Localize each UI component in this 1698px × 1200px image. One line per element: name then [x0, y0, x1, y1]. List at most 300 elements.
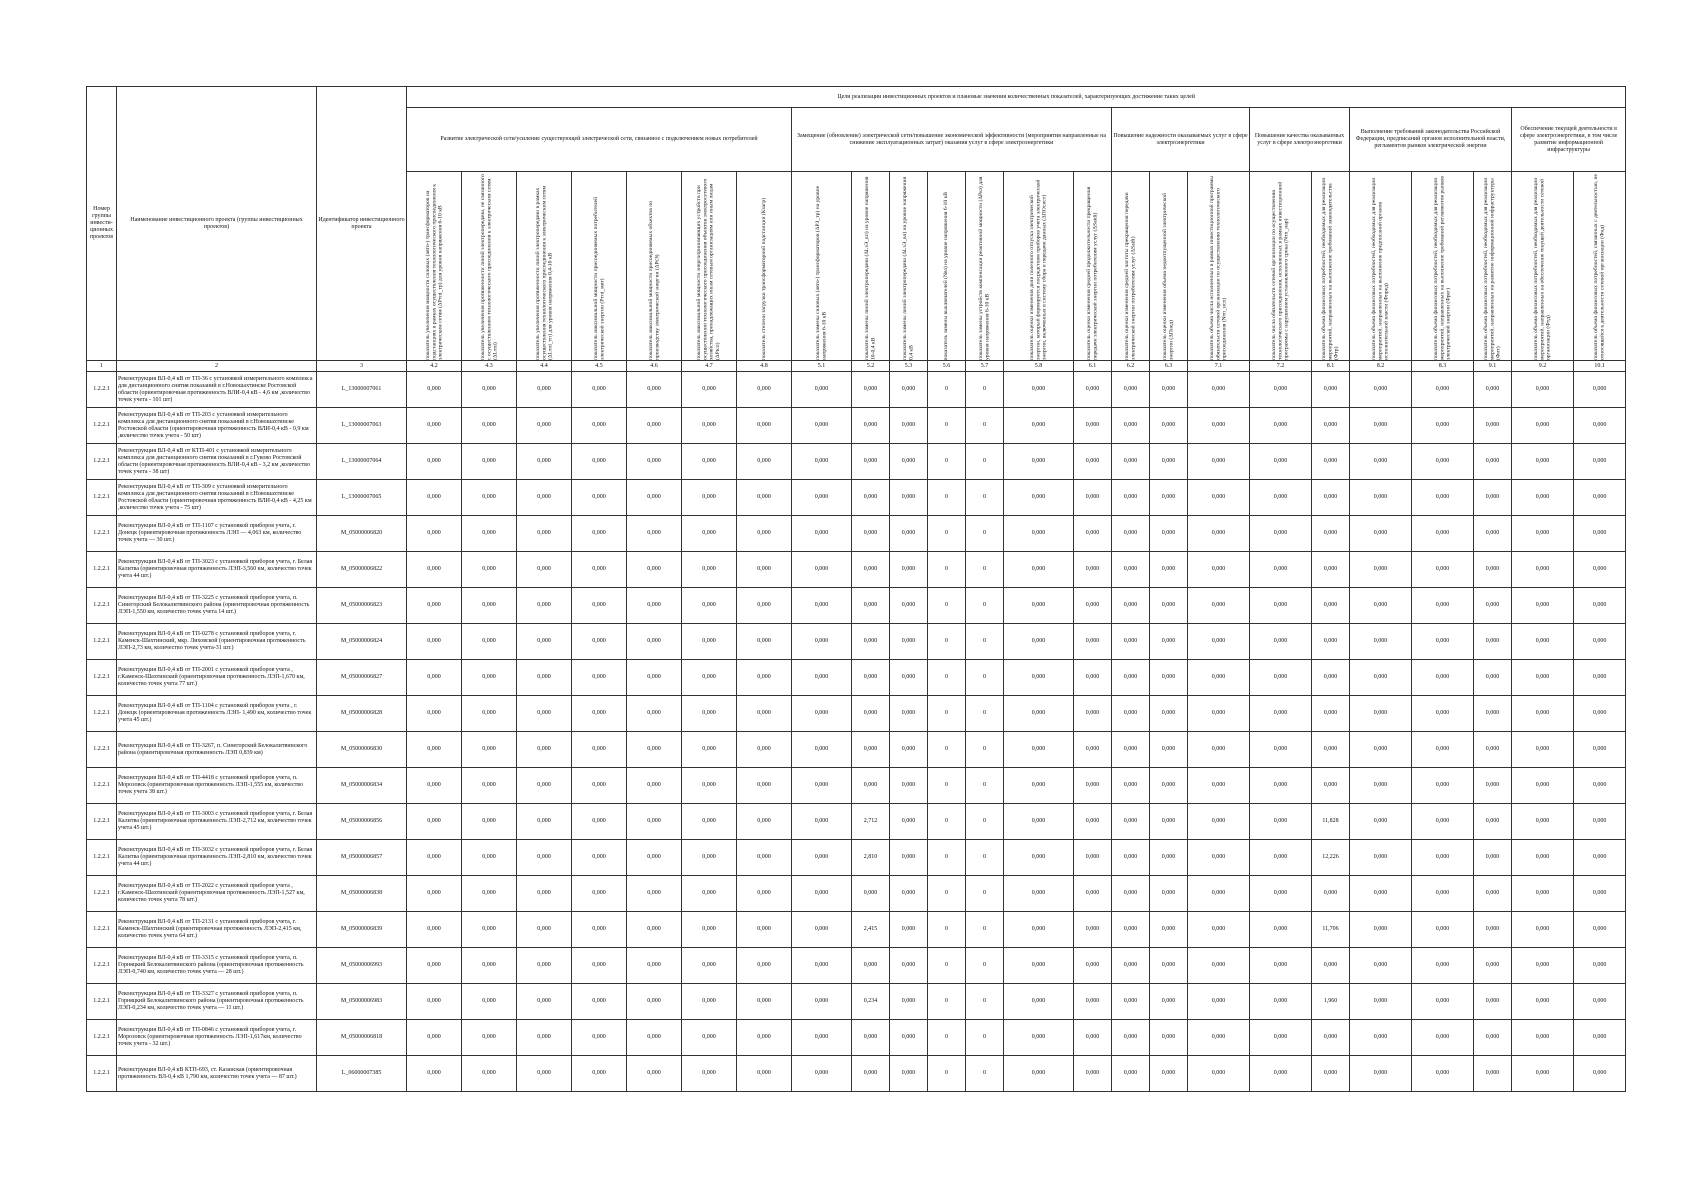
row-value-cell: 0,000 — [1350, 1020, 1412, 1056]
row-value-cell: 0,000 — [627, 1020, 682, 1056]
indicator-header-text: показатель объема финансовых потребностей, необходимых для реализации мероприятий, направленных на выполнение предписаний органов исполнительной власти (Фпред) — [1371, 177, 1390, 360]
row-value-cell: 0,000 — [1188, 948, 1250, 984]
row-value-cell: 0,000 — [1350, 516, 1412, 552]
row-value-cell: 0,000 — [1150, 912, 1188, 948]
indicator-header-text: показатель увеличения протяженности линий электропередачи, не связанного с осуществлением технологического присоединения к электрическим сетям (ΔLтпi) — [479, 174, 499, 360]
row-value-cell: 0,000 — [1250, 552, 1312, 588]
row-value-cell: 0 — [966, 516, 1004, 552]
row-value-cell: 0,000 — [572, 840, 627, 876]
row-value-cell: 0,000 — [517, 768, 572, 804]
row-value-cell: 0 — [928, 804, 966, 840]
row-project-id: M_05000006828 — [317, 696, 407, 732]
column-index: 2 — [117, 361, 317, 372]
row-value-cell: 0 — [928, 408, 966, 444]
row-value-cell: 0,000 — [1474, 660, 1512, 696]
row-value-cell: 0,000 — [1512, 876, 1574, 912]
row-value-cell: 0,000 — [792, 912, 852, 948]
row-value-cell: 0,000 — [1250, 516, 1312, 552]
indicator-header-text: показатель замены линий электропередачи (ΔLзЭ_кп) на уровне напряжения 10-0,4 кВ — [864, 176, 877, 360]
row-value-cell: 0,000 — [792, 1056, 852, 1092]
row-project-name: Реконструкция ВЛ-0,4 кВ от ТП-0278 с установкой приборов учета, г. Каменск-Шахтинский, мкр. Лиховской (ориентировочная протяженность ЛЭП-2,73 км, количество точек учета-31 шт.) — [117, 624, 317, 660]
row-group-number: 1.2.2.1 — [87, 840, 117, 876]
row-value-cell: 0,000 — [1112, 660, 1150, 696]
row-value-cell: 0 — [966, 768, 1004, 804]
row-value-cell: 0,000 — [1412, 840, 1474, 876]
indicator-header — [1150, 172, 1188, 361]
row-value-cell: 0,000 — [517, 984, 572, 1020]
row-value-cell: 0,000 — [1312, 588, 1350, 624]
row-value-cell: 0,000 — [792, 444, 852, 480]
row-value-cell: 0,000 — [1574, 408, 1626, 444]
row-value-cell: 0 — [966, 660, 1004, 696]
row-value-cell: 0,000 — [890, 660, 928, 696]
indicator-header — [1312, 172, 1350, 361]
table-body — [87, 372, 1626, 1092]
row-value-cell: 0,000 — [1312, 876, 1350, 912]
row-value-cell: 0 — [966, 480, 1004, 516]
row-value-cell: 0,000 — [792, 984, 852, 1020]
row-value-cell: 0,000 — [1312, 660, 1350, 696]
header-row-indices — [87, 361, 1626, 372]
row-value-cell: 0,000 — [1474, 1056, 1512, 1092]
row-value-cell: 0,000 — [1188, 660, 1250, 696]
row-value-cell: 0,000 — [1250, 480, 1312, 516]
row-value-cell: 0 — [966, 1020, 1004, 1056]
row-value-cell: 0,000 — [1188, 696, 1250, 732]
indicator-header — [852, 172, 890, 361]
row-value-cell: 0,000 — [462, 840, 517, 876]
row-value-cell: 0,000 — [462, 372, 517, 408]
row-value-cell: 0,000 — [1512, 732, 1574, 768]
row-value-cell: 0,000 — [407, 768, 462, 804]
row-value-cell: 0,000 — [462, 588, 517, 624]
table-row — [87, 984, 1626, 1020]
indicator-header-text: показатель максимальной мощности присоединяемых потребителей электрической энергии (Pтпi_мвт) — [592, 196, 605, 360]
indicator-header-text: показатель замены устройств компенсации реактивной мощности (ΔPкз) для уровня напряжения 6-10 кВ — [978, 176, 991, 360]
row-value-cell: 0,000 — [792, 372, 852, 408]
row-value-cell: 0,000 — [1150, 1056, 1188, 1092]
column-header-number: Номер группы инвести-ционных проектов — [87, 87, 117, 361]
row-project-name: Реконструкция ВЛ-0,4 кВ от ТП-2001 с установкой приборов учета , г.Каменск-Шахтинский (ориентировочная протяженность ЛЭП-1,670 км, количество точек учета 77 шт.) — [117, 660, 317, 696]
row-group-number: 1.2.2.1 — [87, 732, 117, 768]
row-value-cell: 0,000 — [1074, 1056, 1112, 1092]
row-value-cell: 0,000 — [1312, 948, 1350, 984]
row-group-number: 1.2.2.1 — [87, 768, 117, 804]
row-project-id: L_13000007064 — [317, 444, 407, 480]
row-value-cell: 0,000 — [572, 372, 627, 408]
row-value-cell: 0,000 — [462, 444, 517, 480]
row-value-cell: 0,000 — [1574, 552, 1626, 588]
row-value-cell: 0,000 — [1474, 876, 1512, 912]
row-group-number: 1.2.2.1 — [87, 480, 117, 516]
row-value-cell: 0,000 — [1474, 840, 1512, 876]
row-value-cell: 0,000 — [1074, 480, 1112, 516]
row-value-cell: 0,000 — [572, 1020, 627, 1056]
row-value-cell: 0 — [928, 912, 966, 948]
row-value-cell: 0,000 — [792, 552, 852, 588]
row-value-cell: 0,000 — [1112, 804, 1150, 840]
column-index: 4.6 — [627, 361, 682, 372]
row-value-cell: 0,000 — [1312, 732, 1350, 768]
row-value-cell: 0,000 — [1350, 660, 1412, 696]
row-value-cell: 11,706 — [1312, 912, 1350, 948]
row-value-cell: 0,000 — [792, 876, 852, 912]
row-value-cell: 0,000 — [572, 1056, 627, 1092]
indicator-header — [792, 172, 852, 361]
row-group-number: 1.2.2.1 — [87, 660, 117, 696]
row-value-cell: 0,000 — [852, 408, 890, 444]
row-value-cell: 0,000 — [1574, 768, 1626, 804]
row-value-cell: 0,000 — [737, 408, 792, 444]
row-value-cell: 0,000 — [890, 948, 928, 984]
indicator-header-text: показатель объема финансовых потребностей, необходимых для реализации мероприятий, направленных на развитие информационной инфраструктуры (Фит) — [1483, 177, 1502, 360]
row-value-cell: 0,000 — [1250, 840, 1312, 876]
row-project-id: M_05000006856 — [317, 804, 407, 840]
row-value-cell: 0,000 — [1574, 840, 1626, 876]
row-value-cell: 0,000 — [407, 372, 462, 408]
row-value-cell: 0,000 — [1574, 1020, 1626, 1056]
row-value-cell: 0,000 — [1574, 912, 1626, 948]
row-project-id: M_05000006827 — [317, 660, 407, 696]
row-value-cell: 0,000 — [1004, 768, 1074, 804]
row-value-cell: 0,000 — [1474, 624, 1512, 660]
column-index: 5.7 — [966, 361, 1004, 372]
row-value-cell: 0,000 — [1188, 444, 1250, 480]
row-value-cell: 0,000 — [1312, 408, 1350, 444]
row-value-cell: 0,000 — [1188, 480, 1250, 516]
row-project-id: M_05000006838 — [317, 876, 407, 912]
row-project-id: L_06000007385 — [317, 1056, 407, 1092]
indicator-header-text: показатель максимальной мощности энергопринимающих устройств при осуществлении технологического присоединения объектов электросетевого хозяйства, принадлежащих иным сетевым организациям или иным лицам (ΔPtсп) — [696, 178, 722, 360]
row-value-cell: 0,000 — [792, 660, 852, 696]
column-index: 5.6 — [928, 361, 966, 372]
row-value-cell: 0,000 — [1112, 948, 1150, 984]
row-value-cell: 0,000 — [682, 1020, 737, 1056]
row-value-cell: 0,000 — [572, 732, 627, 768]
indicator-header — [1112, 172, 1150, 361]
row-value-cell: 0,000 — [1150, 840, 1188, 876]
row-value-cell: 0,000 — [792, 804, 852, 840]
row-value-cell: 0,000 — [1574, 876, 1626, 912]
row-group-number: 1.2.2.1 — [87, 444, 117, 480]
row-value-cell: 0,000 — [1004, 840, 1074, 876]
row-project-id: M_05000006820 — [317, 516, 407, 552]
row-value-cell: 0,000 — [1004, 876, 1074, 912]
row-value-cell: 0,000 — [737, 1056, 792, 1092]
row-value-cell: 0,000 — [682, 660, 737, 696]
row-value-cell: 0,000 — [1512, 660, 1574, 696]
row-value-cell: 0,000 — [407, 480, 462, 516]
table-row — [87, 912, 1626, 948]
goal-group-header: Повышение надежности оказываемых услуг в сфере электроэнергетики — [1112, 108, 1250, 172]
row-value-cell: 0,000 — [407, 912, 462, 948]
row-value-cell: 0,000 — [792, 588, 852, 624]
row-value-cell: 0,000 — [1074, 984, 1112, 1020]
row-value-cell: 0,000 — [1150, 768, 1188, 804]
row-value-cell: 0,000 — [792, 408, 852, 444]
row-project-name: Реконструкция ВЛ-0,4 кВ от ТП-1107 с установкой приборов учета, г. Донецк (ориентировочная протяженность ЛЭП — 4,063 км, количество точек учета — 30 шт.) — [117, 516, 317, 552]
row-value-cell: 0,000 — [517, 840, 572, 876]
row-value-cell: 0,000 — [1412, 624, 1474, 660]
indicator-header — [462, 172, 517, 361]
indicator-header-text: показатель объема финансовых потребностей, связанных с деятельностью, не относящейся к деятельности сетевой организации (Фнд) — [1593, 173, 1606, 360]
row-value-cell: 0,000 — [1074, 912, 1112, 948]
row-value-cell: 0,000 — [1250, 696, 1312, 732]
row-value-cell: 0,000 — [407, 588, 462, 624]
row-value-cell: 0,000 — [1412, 660, 1474, 696]
row-value-cell: 0,000 — [407, 696, 462, 732]
row-value-cell: 0,000 — [407, 408, 462, 444]
row-value-cell: 0,000 — [1188, 984, 1250, 1020]
row-value-cell: 0,000 — [1004, 660, 1074, 696]
row-value-cell: 0,000 — [1412, 696, 1474, 732]
row-value-cell: 0,000 — [1512, 804, 1574, 840]
row-project-name: Реконструкция ВЛ-0,4 кВ от ТП-36 с установкой измерительного комплекса для дистанционного снятия показаний в г.Новошахтинске Ростовской области (ориентировочная протяженность ВЛИ-0,4 кВ - 4,6 км ,количество точек учета - 101 шт) — [117, 372, 317, 408]
row-value-cell: 0,000 — [1112, 588, 1150, 624]
row-value-cell: 0,000 — [1112, 552, 1150, 588]
row-value-cell: 0,000 — [890, 588, 928, 624]
row-value-cell: 0,000 — [1350, 408, 1412, 444]
row-value-cell: 0,000 — [737, 1020, 792, 1056]
row-value-cell: 0 — [966, 732, 1004, 768]
row-value-cell: 0,000 — [1074, 552, 1112, 588]
row-value-cell: 0,000 — [462, 768, 517, 804]
row-value-cell: 0,000 — [1574, 948, 1626, 984]
row-value-cell: 0,000 — [682, 1056, 737, 1092]
row-value-cell: 0,000 — [890, 408, 928, 444]
table-row — [87, 516, 1626, 552]
column-index: 7.2 — [1250, 361, 1312, 372]
row-value-cell: 0,000 — [627, 876, 682, 912]
row-project-id: M_05000006857 — [317, 840, 407, 876]
row-project-name: Реконструкция ВЛ-0,4 кВ от ТП-3023 с установкой приборов учета, г. Белая Калитва (ориентировочная протяженность ЛЭП-3,560 км, количество точек учета 44 шт.) — [117, 552, 317, 588]
row-value-cell: 0,000 — [517, 732, 572, 768]
row-value-cell: 0,000 — [1004, 552, 1074, 588]
row-value-cell: 0,000 — [572, 912, 627, 948]
row-value-cell: 0 — [928, 768, 966, 804]
row-value-cell: 0,000 — [407, 444, 462, 480]
table-row — [87, 372, 1626, 408]
row-project-id: M_05000006830 — [317, 732, 407, 768]
table-row — [87, 552, 1626, 588]
row-value-cell: 0,000 — [1188, 624, 1250, 660]
row-value-cell: 0,000 — [737, 840, 792, 876]
row-value-cell: 0,000 — [1574, 1056, 1626, 1092]
row-value-cell: 0,000 — [1004, 624, 1074, 660]
row-value-cell: 0,000 — [407, 1020, 462, 1056]
indicator-header-text: показатель числа обязательств сетевой организации по осуществлению технологического присоединения, исполненных в рамках инвестиционной программы с нарушением установленного срока (Nтп_нар) — [1271, 181, 1290, 360]
row-value-cell: 0,000 — [517, 480, 572, 516]
row-value-cell: 0,000 — [1188, 912, 1250, 948]
row-value-cell: 0,000 — [1474, 768, 1512, 804]
row-value-cell: 0,000 — [1312, 768, 1350, 804]
row-value-cell: 0,000 — [1412, 984, 1474, 1020]
header-row-top — [87, 87, 1626, 108]
row-value-cell: 0 — [928, 840, 966, 876]
row-value-cell: 0,000 — [890, 444, 928, 480]
row-value-cell: 0 — [928, 516, 966, 552]
row-value-cell: 0 — [966, 840, 1004, 876]
row-group-number: 1.2.2.1 — [87, 984, 117, 1020]
row-value-cell: 0,000 — [1074, 732, 1112, 768]
row-value-cell: 0,000 — [737, 552, 792, 588]
row-value-cell: 0,000 — [1512, 948, 1574, 984]
row-value-cell: 0,000 — [572, 588, 627, 624]
row-value-cell: 0,000 — [627, 552, 682, 588]
row-value-cell: 0,000 — [1004, 732, 1074, 768]
column-index: 3 — [317, 361, 407, 372]
row-value-cell: 0,000 — [627, 984, 682, 1020]
row-value-cell: 0,000 — [852, 624, 890, 660]
row-value-cell: 0,000 — [1250, 588, 1312, 624]
row-value-cell: 0,000 — [1574, 588, 1626, 624]
row-value-cell: 0,000 — [517, 588, 572, 624]
row-value-cell: 0,000 — [462, 660, 517, 696]
row-value-cell: 0,000 — [1074, 804, 1112, 840]
row-value-cell: 0,000 — [682, 984, 737, 1020]
row-value-cell: 0,000 — [1512, 444, 1574, 480]
row-value-cell: 0,000 — [737, 732, 792, 768]
column-index: 8.3 — [1412, 361, 1474, 372]
row-project-name: Реконструкция ВЛ-0,4 кВ от ТП-203 с установкой измерительного комплекса для дистанционного снятия показаний в г.Новошахтинске Ростовской области (ориентировочная протяженность ВЛИ-0,4 кВ - 0,9 км ,количество точек учета - 50 шт) — [117, 408, 317, 444]
row-value-cell: 0,000 — [1250, 984, 1312, 1020]
row-value-cell: 0 — [928, 444, 966, 480]
column-index: 5.2 — [852, 361, 890, 372]
row-value-cell: 0,000 — [627, 624, 682, 660]
indicator-header-text: показатель объема финансовых потребностей, необходимых для реализации мероприятий, направленных на выполнение требований законодательства (Фтр) — [1321, 177, 1340, 360]
row-value-cell: 0,000 — [1112, 408, 1150, 444]
row-project-name: Реконструкция ВЛ-0,4 кВ от ТП-2131 с установкой приборов учета, г. Каменск-Шахтинский (ориентировочная протяженность ЛЭП-2,415 км, количество точек учета 64 шт.) — [117, 912, 317, 948]
row-group-number: 1.2.2.1 — [87, 876, 117, 912]
row-value-cell: 0,000 — [1350, 480, 1412, 516]
row-value-cell: 0,000 — [517, 696, 572, 732]
row-value-cell: 0 — [966, 408, 1004, 444]
row-value-cell: 0,000 — [852, 1020, 890, 1056]
row-value-cell: 0 — [928, 372, 966, 408]
row-value-cell: 0,000 — [1004, 948, 1074, 984]
row-group-number: 1.2.2.1 — [87, 912, 117, 948]
goal-group-header: Выполнение требований законодательства Российской Федерации, предписаний органов исполнительной власти, регламентов рынков электрической энергии — [1350, 108, 1512, 172]
row-value-cell: 0,000 — [572, 804, 627, 840]
row-value-cell: 0,000 — [1474, 696, 1512, 732]
row-value-cell: 0,000 — [572, 480, 627, 516]
row-value-cell: 0,000 — [1188, 804, 1250, 840]
row-project-id: L_13000007061 — [317, 372, 407, 408]
row-value-cell: 0,000 — [890, 516, 928, 552]
row-value-cell: 0,000 — [517, 948, 572, 984]
row-value-cell: 0,000 — [1312, 552, 1350, 588]
row-value-cell: 0 — [966, 948, 1004, 984]
row-value-cell: 0,000 — [462, 984, 517, 1020]
row-value-cell: 0 — [928, 1020, 966, 1056]
row-value-cell: 0,000 — [1312, 480, 1350, 516]
row-value-cell: 0,000 — [1312, 696, 1350, 732]
row-value-cell: 0,000 — [1574, 372, 1626, 408]
indicator-header — [627, 172, 682, 361]
column-index: 9.2 — [1512, 361, 1574, 372]
row-value-cell: 0,000 — [627, 588, 682, 624]
row-value-cell: 0,000 — [1004, 588, 1074, 624]
row-value-cell: 0,000 — [627, 732, 682, 768]
row-value-cell: 0,000 — [1250, 732, 1312, 768]
row-value-cell: 0 — [928, 984, 966, 1020]
table-row — [87, 660, 1626, 696]
row-value-cell: 0,000 — [1574, 804, 1626, 840]
table-row — [87, 768, 1626, 804]
row-value-cell: 0,000 — [682, 516, 737, 552]
row-value-cell: 0,000 — [890, 876, 928, 912]
row-value-cell: 0,000 — [852, 516, 890, 552]
row-value-cell: 0 — [966, 696, 1004, 732]
row-value-cell: 0,000 — [792, 624, 852, 660]
row-value-cell: 0,000 — [1350, 1056, 1412, 1092]
indicator-header — [1074, 172, 1112, 361]
row-value-cell: 0,000 — [890, 768, 928, 804]
row-value-cell: 0,000 — [407, 624, 462, 660]
row-value-cell: 0,000 — [1112, 696, 1150, 732]
row-group-number: 1.2.2.1 — [87, 408, 117, 444]
row-value-cell: 0,000 — [572, 408, 627, 444]
row-project-id: M_05000006822 — [317, 552, 407, 588]
row-value-cell: 0,000 — [792, 732, 852, 768]
indicator-header — [1004, 172, 1074, 361]
row-value-cell: 0,000 — [1074, 444, 1112, 480]
row-value-cell: 0,000 — [1112, 624, 1150, 660]
row-value-cell: 0,000 — [1074, 624, 1112, 660]
row-value-cell: 0,000 — [1512, 480, 1574, 516]
row-value-cell: 0,000 — [852, 444, 890, 480]
row-value-cell: 0,000 — [1574, 444, 1626, 480]
row-value-cell: 0,000 — [1474, 732, 1512, 768]
row-value-cell: 0,000 — [1350, 948, 1412, 984]
row-value-cell: 0,000 — [1312, 516, 1350, 552]
row-value-cell: 0,000 — [1074, 660, 1112, 696]
row-value-cell: 0,000 — [682, 768, 737, 804]
row-value-cell: 0,000 — [890, 1020, 928, 1056]
row-value-cell: 0,000 — [1150, 948, 1188, 984]
row-value-cell: 2,712 — [852, 804, 890, 840]
row-value-cell: 0,000 — [572, 948, 627, 984]
row-value-cell: 0,000 — [1112, 1020, 1150, 1056]
row-value-cell: 0,000 — [737, 912, 792, 948]
indicator-header-text: показатель степени загрузки трансформаторной подстанции (Кзагр) — [760, 197, 767, 360]
goal-group-header: Замещение (обновление) электрической сети/повышение экономической эффективности (мероприятия направленные на снижение эксплуатационных затрат) оказания услуг в сфере электроэнергетики — [792, 108, 1112, 172]
row-value-cell: 0,000 — [462, 876, 517, 912]
row-value-cell: 0,000 — [627, 480, 682, 516]
table-row — [87, 408, 1626, 444]
row-value-cell: 0 — [928, 1056, 966, 1092]
column-index: 1 — [87, 361, 117, 372]
row-value-cell: 0,000 — [737, 624, 792, 660]
row-value-cell: 0,000 — [627, 444, 682, 480]
indicator-header — [1350, 172, 1412, 361]
row-value-cell: 0,000 — [1074, 876, 1112, 912]
row-value-cell: 0,000 — [737, 804, 792, 840]
row-value-cell: 0,000 — [890, 1056, 928, 1092]
row-value-cell: 0,000 — [1350, 912, 1412, 948]
goal-group-header: Повышение качества оказываемых услуг в сфере электроэнергетики — [1250, 108, 1350, 172]
row-value-cell: 0,000 — [1250, 1056, 1312, 1092]
row-value-cell: 0,000 — [517, 912, 572, 948]
row-value-cell: 0,000 — [682, 552, 737, 588]
row-value-cell: 0,000 — [462, 1020, 517, 1056]
row-project-name: Реконструкция ВЛ-0,4 кВ КТП-693, ст. Казанская (ориентировочная протяженность ВЛ-0,4 кВ 1,790 км, количество точек учета — 87 шт.) — [117, 1056, 317, 1092]
row-value-cell: 0,000 — [1250, 660, 1312, 696]
row-value-cell: 0,000 — [890, 480, 928, 516]
indicator-header — [1512, 172, 1574, 361]
row-value-cell: 0 — [966, 912, 1004, 948]
row-value-cell: 0,000 — [1512, 588, 1574, 624]
